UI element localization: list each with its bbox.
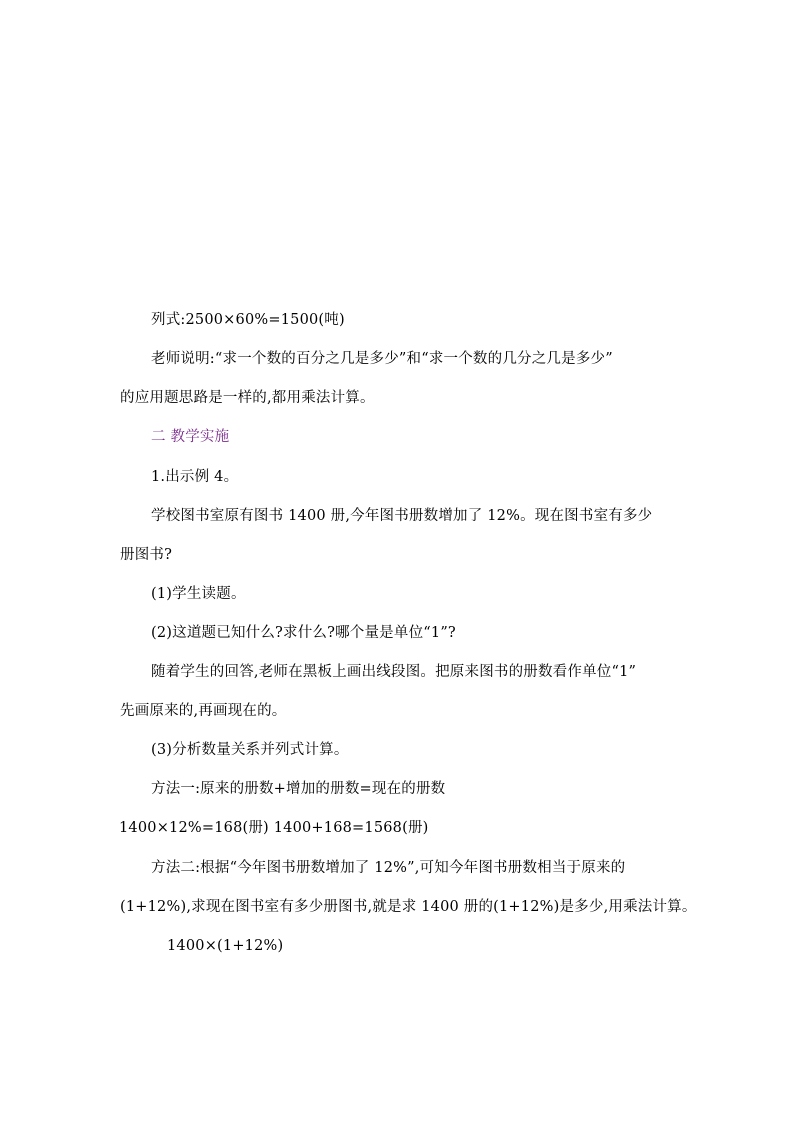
diagram-note-line-2: 先画原来的,再画现在的。 xyxy=(120,703,287,719)
diagram-note-line-1: 随着学生的回答,老师在黑板上画出线段图。把原来图书的册数看作单位“1” xyxy=(151,664,637,680)
problem-line-2: 册图书? xyxy=(120,547,173,563)
section-heading: 二 教学实施 xyxy=(151,429,230,445)
method-two-line-1: 方法二:根据“今年图书册数增加了 12%”,可知今年图书册数相当于原来的 xyxy=(151,860,626,876)
teacher-note-line-1: 老师说明:“求一个数的百分之几是多少”和“求一个数的几分之几是多少” xyxy=(151,351,613,367)
step-3: (3)分析数量关系并列式计算。 xyxy=(151,742,349,758)
example-label: 1.出示例 4。 xyxy=(151,469,239,485)
problem-line-1: 学校图书室原有图书 1400 册,今年图书册数增加了 12%。现在图书室有多少 xyxy=(151,508,653,524)
step-2: (2)这道题已知什么?求什么?哪个量是单位“1”? xyxy=(151,625,456,641)
formula-line-ton: 列式:2500×60%=1500(吨) xyxy=(151,312,345,328)
step-1: (1)学生读题。 xyxy=(151,586,246,602)
method-two-formula: 1400×(1+12%) xyxy=(167,938,284,954)
method-two-line-2: (1+12%),求现在图书室有多少册图书,就是求 1400 册的(1+12%)是多少,用乘法计算。 xyxy=(120,899,697,915)
teacher-note-line-2: 的应用题思路是一样的,都用乘法计算。 xyxy=(120,390,375,406)
method-one-calculation: 1400×12%=168(册) 1400+168=1568(册) xyxy=(119,820,429,836)
method-one: 方法一:原来的册数+增加的册数=现在的册数 xyxy=(151,781,446,797)
